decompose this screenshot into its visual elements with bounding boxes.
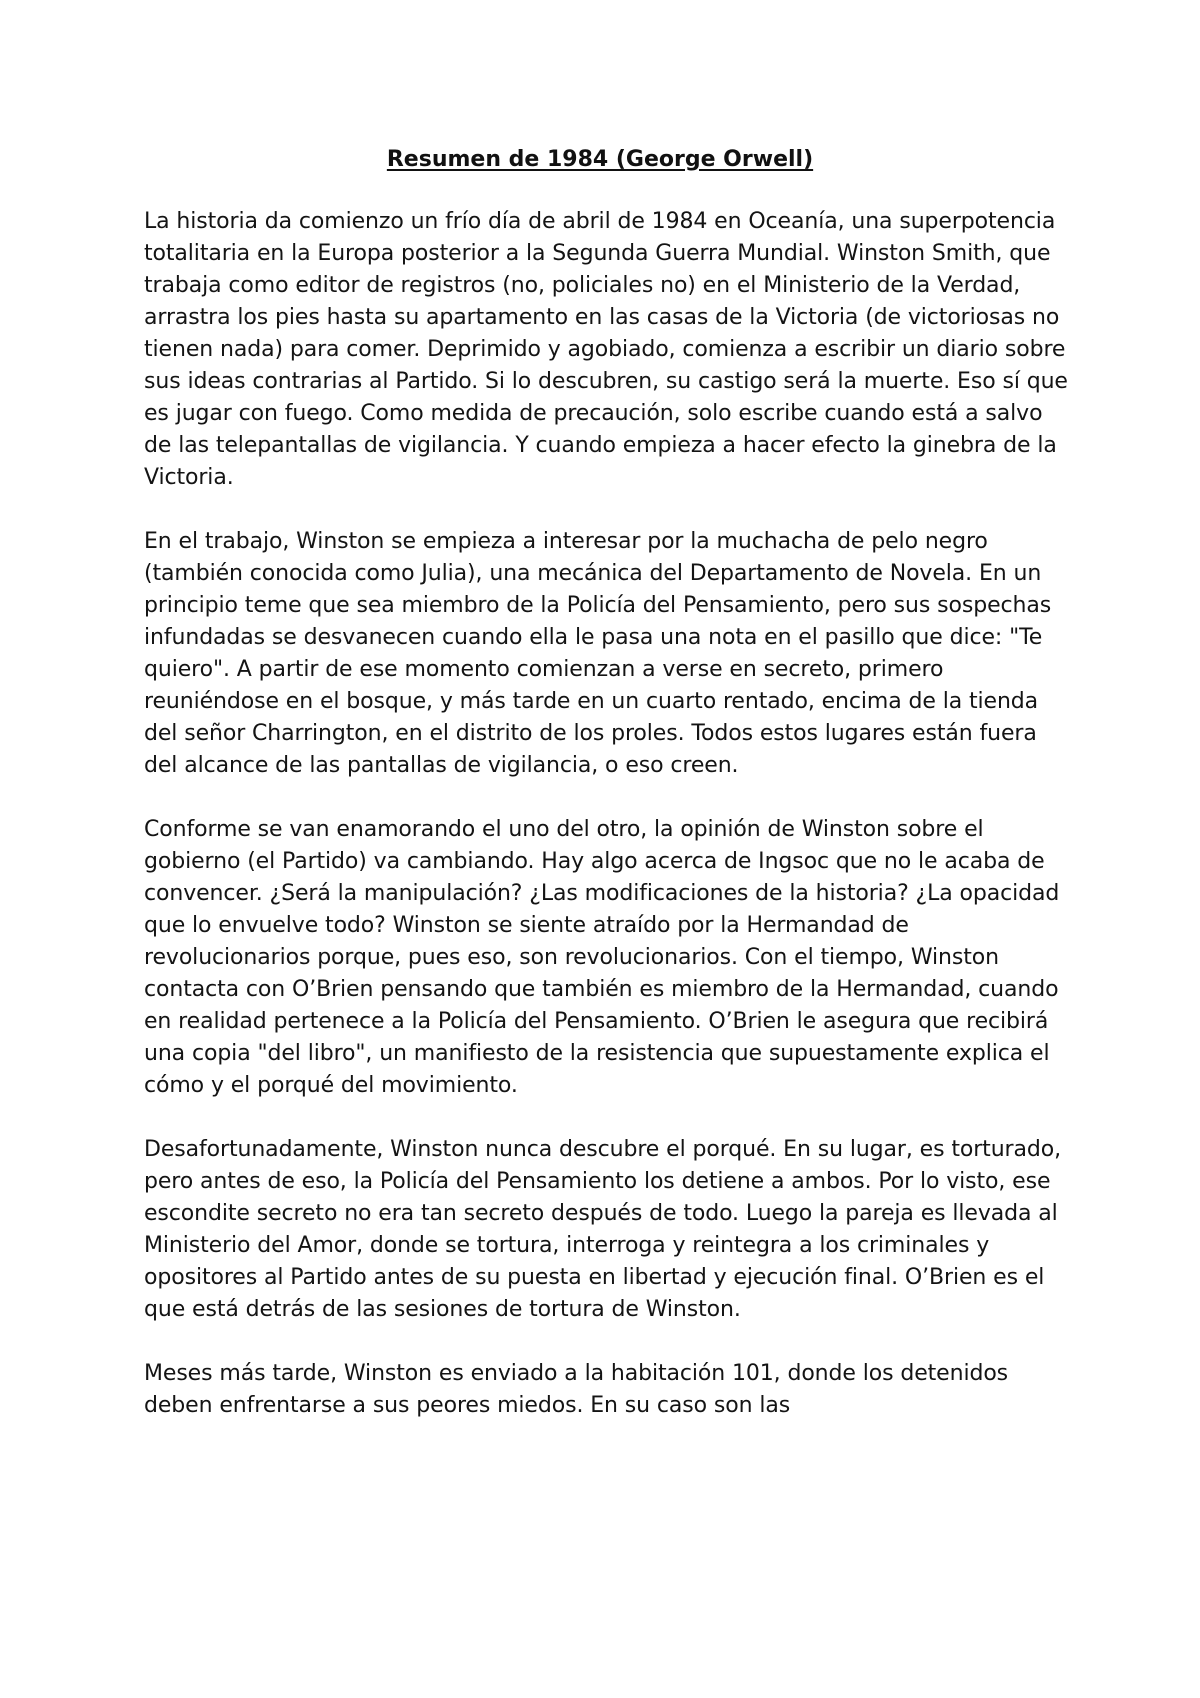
paragraph: Desafortunadamente, Winston nunca descubre el porqué. En su lugar, es torturado, pero antes de eso, la Policía del Pensamiento los detiene a ambos. Por lo visto, ese escondite secreto no era tan secreto después de todo. Luego la pareja es llevada al Ministerio del Amor, donde se tortura, interroga y reintegra a los criminales y opositores al Partido antes de su puesta en libertad y ejecución final. O’Brien es el que está detrás de las sesiones de tortura de Winston.	[144, 1137, 1061, 1322]
paragraph: La historia da comienzo un frío día de abril de 1984 en Oceanía, una superpotencia totalitaria en la Europa posterior a la Segunda Guerra Mundial. Winston Smith, que trabaja como editor de registros (no, policiales no) en el Ministerio de la Verdad, arrastra los pies hasta su apartamento en las casas de la Victoria (de victoriosas no tienen nada) para comer. Deprimido y agobiado, comienza a escribir un diario sobre sus ideas contrarias al Partido. Si lo descubren, su castigo será la muerte. Eso sí que es jugar con fuego. Como medida de precaución, solo escribe cuando está a salvo de las telepantallas de vigilancia. Y cuando empieza a hacer efecto la ginebra de la Victoria.	[144, 209, 1068, 490]
document-body	[144, 206, 1074, 1454]
paragraph: Conforme se van enamorando el uno del otro, la opinión de Winston sobre el gobierno (el Partido) va cambiando. Hay algo acerca de Ingsoc que no le acaba de convencer. ¿Será la manipulación? ¿Las modificaciones de la historia? ¿La opacidad que lo envuelve todo? Winston se siente atraído por la Hermandad de revolucionarios porque, pues eso, son revolucionarios. Con el tiempo, Winston contacta con O’Brien pensando que también es miembro de la Hermandad, cuando en realidad pertenece a la Policía del Pensamiento. O’Brien le asegura que recibirá una copia "del libro", un manifiesto de la resistencia que supuestamente explica el cómo y el porqué del movimiento.	[144, 817, 1060, 1098]
paragraph: En el trabajo, Winston se empieza a interesar por la muchacha de pelo negro (también conocida como Julia), una mecánica del Departamento de Novela. En un principio teme que sea miembro de la Policía del Pensamiento, pero sus sospechas infundadas se desvanecen cuando ella le pasa una nota en el pasillo que dice: "Te quiero". A partir de ese momento comienzan a verse en secreto, primero reuniéndose en el bosque, y más tarde en un cuarto rentado, encima de la tienda del señor Charrington, en el distrito de los proles. Todos estos lugares están fuera del alcance de las pantallas de vigilancia, o eso creen.	[144, 529, 1052, 778]
document-title: Resumen de 1984 (George Orwell)	[386, 147, 814, 172]
paragraph: Meses más tarde, Winston es enviado a la habitación 101, donde los detenidos deben enfrentarse a sus peores miedos. En su caso son las	[144, 1361, 1009, 1418]
